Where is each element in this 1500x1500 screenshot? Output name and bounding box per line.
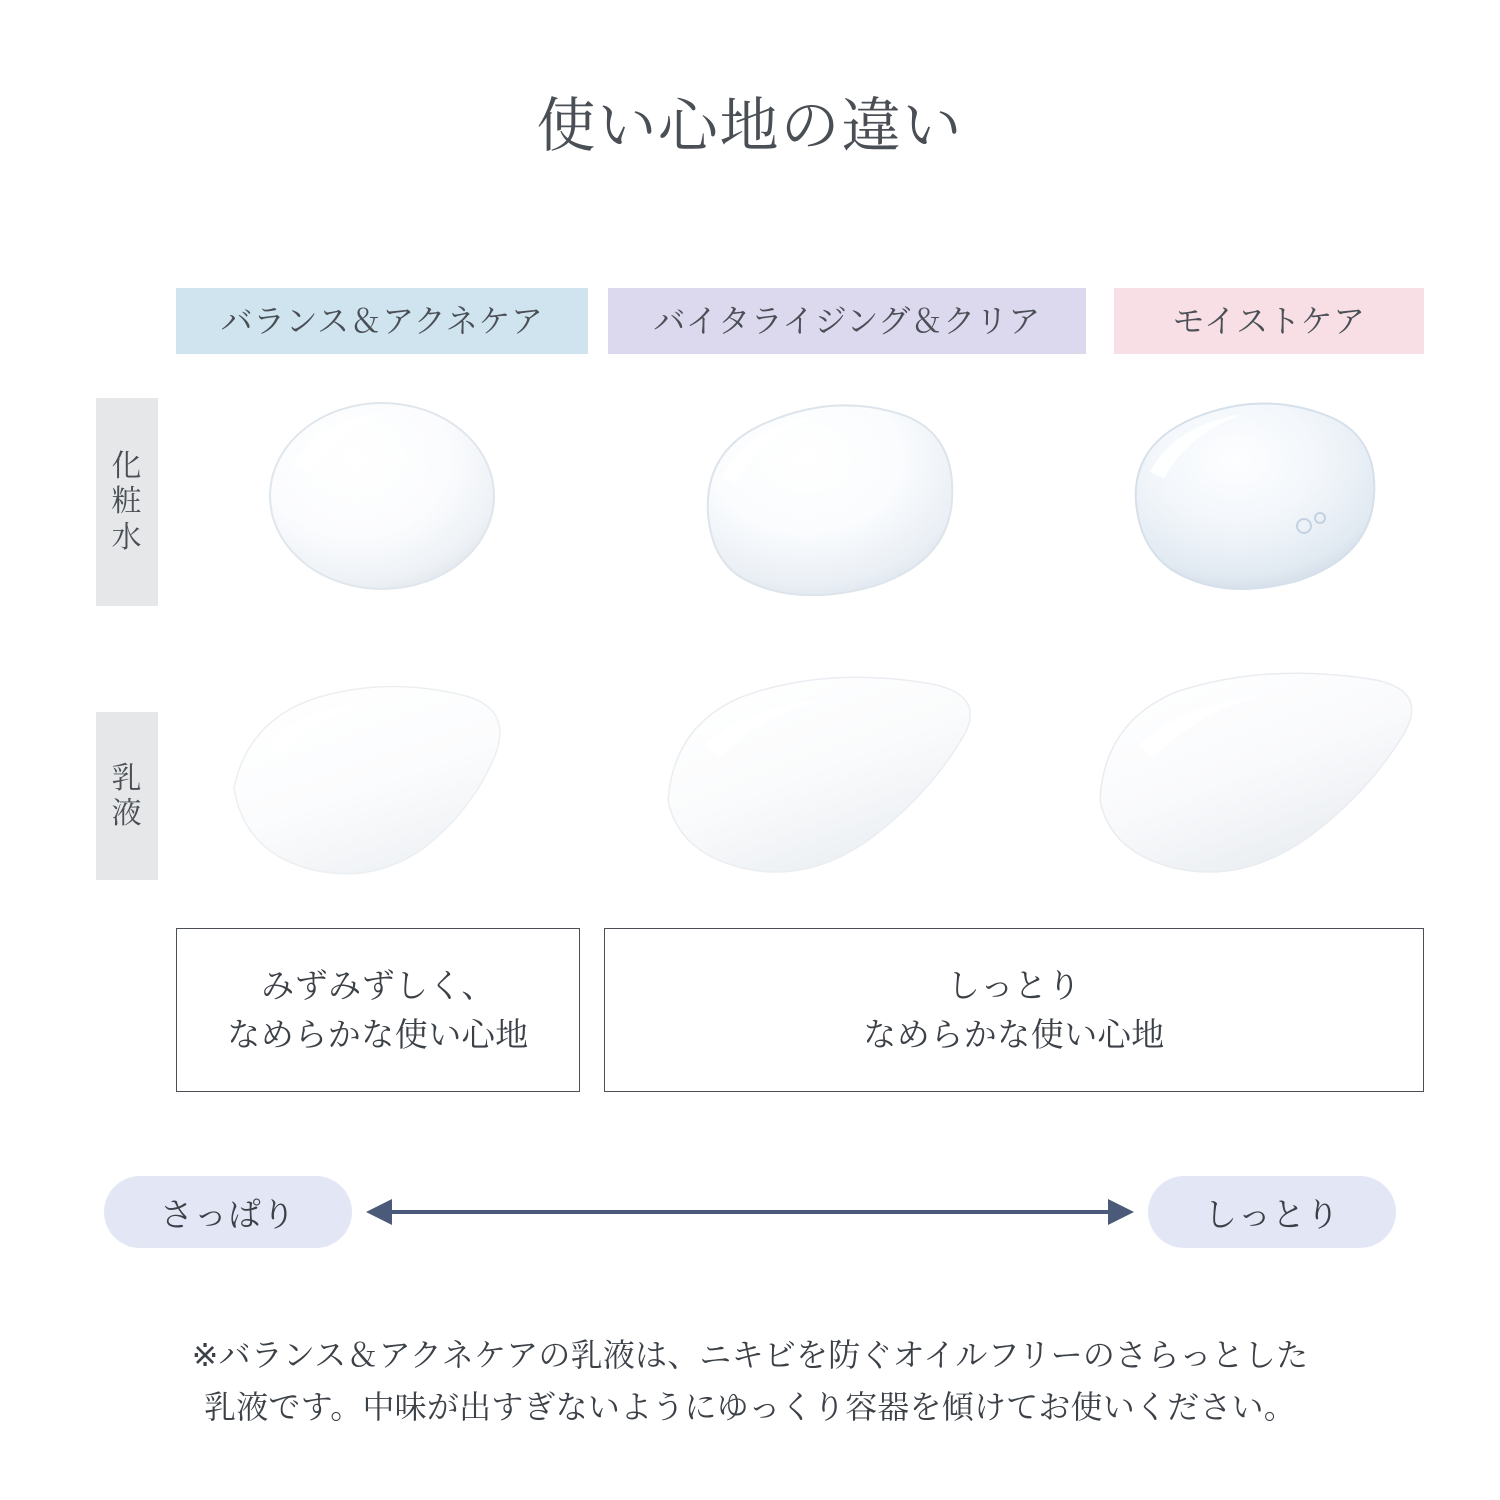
column-header-moist-care: モイストケア — [1114, 288, 1424, 354]
row-label-lotion-char-3: 水 — [111, 520, 143, 554]
description-line-2: なめらかな使い心地 — [863, 1016, 1165, 1053]
footnote-line-1: ※バランス＆アクネケアの乳液は、ニキビを防ぐオイルフリーのさらっとした — [191, 1337, 1309, 1373]
scale-pill-moist: しっとり — [1148, 1176, 1396, 1248]
row-label-milk-char-1: 乳 — [111, 761, 143, 795]
description-line-1: みずみずしく、 — [261, 966, 495, 1004]
row-label-milk-char-2: 液 — [111, 797, 143, 830]
description-line-2: なめらかな使い心地 — [227, 1016, 529, 1053]
column-header-row — [176, 288, 1424, 354]
page-title: 使い心地の違い — [536, 93, 964, 159]
swatch-lotion-vitalizing-clear — [698, 396, 960, 596]
row-label-lotion-char-2: 粧 — [111, 485, 143, 519]
swatch-lotion-moist-care — [1128, 398, 1382, 590]
description-box-refreshing — [176, 928, 580, 1092]
column-header-balance-acne-care: バランス＆アクネケア — [176, 288, 588, 354]
column-header-vitalizing-clear: バイタライジング＆クリア — [608, 288, 1086, 354]
row-label-milk — [96, 712, 158, 880]
swatch-milk-vitalizing-clear — [660, 672, 990, 878]
swatch-lotion-balance-acne-care — [262, 398, 502, 594]
row-label-lotion — [96, 398, 158, 606]
description-box-moist — [604, 928, 1424, 1092]
footnote-line-2: 乳液です。中味が出すぎないようにゆっくり容器を傾けてお使いください。 — [204, 1388, 1296, 1425]
footnote — [80, 1330, 1420, 1434]
description-line-1: しっとり — [947, 966, 1081, 1004]
scale-pill-refreshing: さっぱり — [104, 1176, 352, 1248]
row-label-lotion-char-1: 化 — [111, 449, 143, 483]
swatch-milk-moist-care — [1092, 670, 1432, 878]
swatch-milk-balance-acne-care — [228, 676, 518, 880]
scale-arrow — [366, 1176, 1134, 1248]
